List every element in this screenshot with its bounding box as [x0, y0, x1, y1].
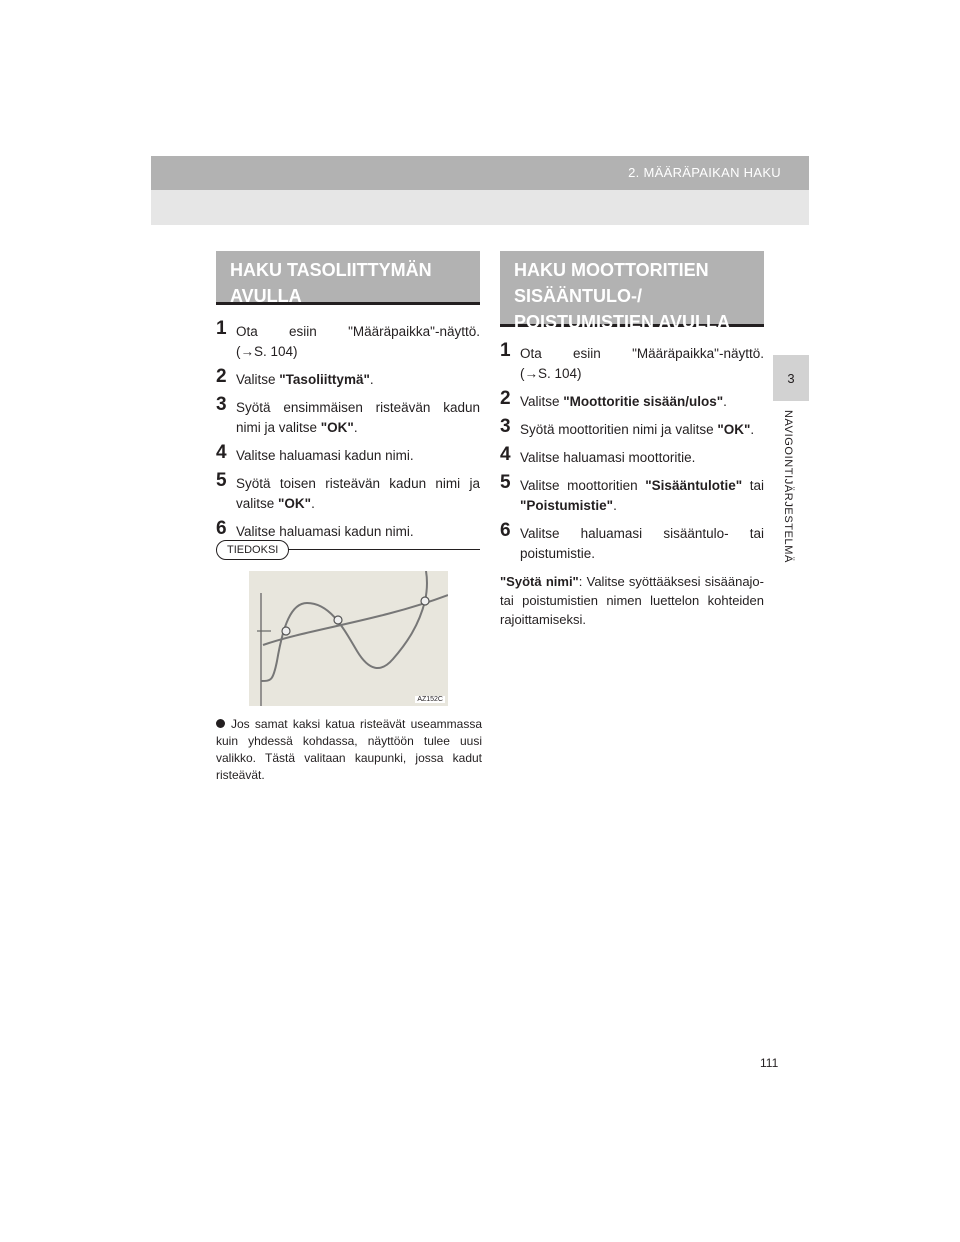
step-text: Ota esiin "Määräpaikka"-näyttö.	[236, 324, 480, 339]
step-item	[216, 470, 480, 514]
step-item	[500, 444, 764, 468]
header-band	[151, 156, 809, 190]
step-text: Valitse haluamasi moottoritie.	[520, 450, 696, 465]
step-number: 3	[500, 416, 511, 437]
section-heading-left-line1: HAKU TASOLIITTYMÄN	[230, 260, 432, 280]
step-text: Valitse moottoritien	[520, 478, 646, 493]
chapter-tab	[773, 355, 809, 401]
step-item	[500, 340, 764, 384]
menu-option: "Sisääntulotie"	[645, 478, 743, 493]
step-item	[500, 416, 764, 440]
note-label: TIEDOKSI	[216, 540, 289, 560]
page-number: 111	[760, 1056, 779, 1070]
step-number: 3	[216, 394, 227, 415]
step-text: Valitse	[236, 372, 280, 387]
step-text-end: .	[750, 422, 755, 437]
step-text: Syötä ensimmäisen risteävän kadun nimi ja valitse	[236, 400, 480, 435]
step-text: Valitse haluamasi kadun nimi.	[236, 524, 414, 539]
step-item	[216, 394, 480, 438]
step-number: 6	[216, 518, 227, 539]
step-number: 2	[216, 366, 227, 387]
chapter-tab-number: 3	[787, 370, 795, 386]
menu-option: "OK"	[320, 420, 354, 435]
chapter-title: 2. MÄÄRÄPAIKAN HAKU	[628, 165, 781, 180]
step-item	[500, 520, 764, 564]
header-sub-band	[151, 190, 809, 225]
note-bullet	[216, 716, 482, 784]
step-number: 4	[216, 442, 227, 463]
page-reference: (→S. 104)	[236, 344, 298, 359]
section-heading-right-line1: HAKU MOOTTORITIEN	[514, 260, 709, 280]
menu-option-2: "Poistumistie"	[520, 498, 614, 513]
section-heading-right-line2: SISÄÄNTULO-/	[514, 286, 642, 306]
section-heading-left-line2: AVULLA	[230, 286, 302, 306]
step-number: 5	[500, 472, 511, 493]
figure-code: AZ152C	[417, 696, 443, 703]
menu-option: "OK"	[278, 496, 312, 511]
step-text-end: .	[613, 498, 617, 513]
step-item	[500, 472, 764, 516]
step-text-end: .	[353, 420, 358, 435]
steps-left	[216, 318, 480, 550]
step-text: Valitse	[520, 394, 564, 409]
step-item	[216, 442, 480, 466]
step-text-end: .	[723, 394, 727, 409]
section-heading-left	[216, 251, 480, 305]
menu-option: "Syötä nimi"	[500, 574, 579, 589]
step-text: Ota esiin "Määräpaikka"-näyttö.	[520, 346, 764, 361]
curve-diagram	[249, 571, 448, 706]
step-number: 5	[216, 470, 227, 491]
intersection-illustration	[249, 571, 448, 706]
bullet-icon	[216, 719, 225, 728]
step-number: 4	[500, 444, 511, 465]
extra-info-text: : Valitse syöttääksesi sisäänajo- tai poistumistien nimen luettelon kohteiden rajoittamiseksi.	[500, 574, 764, 627]
menu-option: "OK"	[717, 422, 751, 437]
step-item	[216, 366, 480, 390]
step-text: Valitse haluamasi sisääntulo- tai poistumistie.	[520, 526, 764, 561]
step-text-end: .	[369, 372, 374, 387]
section-heading-right	[500, 251, 764, 332]
step-item	[216, 518, 480, 542]
step-text-end: .	[311, 496, 315, 511]
step-item	[216, 318, 480, 362]
menu-option: "Tasoliittymä"	[279, 372, 370, 387]
step-item	[500, 388, 764, 412]
steps-right	[500, 340, 764, 629]
step-text: Valitse haluamasi kadun nimi.	[236, 448, 414, 463]
note-text: Jos samat kaksi katua risteävät useammassa kuin yhdessä kohdassa, näyttöön tulee uusi valikko. Tästä valitaan kaupunki, jossa kadut risteävät.	[216, 717, 482, 782]
step-text: Syötä toisen risteävän kadun nimi ja valitse	[236, 476, 480, 511]
section-heading-right-line3: POISTUMISTIEN AVULLA	[514, 312, 730, 332]
menu-option: "Moottoritie sisään/ulos"	[563, 394, 724, 409]
step-number: 2	[500, 388, 511, 409]
step-text-mid: tai	[742, 478, 764, 493]
extra-info	[500, 572, 764, 629]
chapter-side-label: NAVIGOINTIJÄRJESTELMÄ	[782, 410, 794, 563]
step-number: 6	[500, 520, 511, 541]
step-number: 1	[216, 318, 227, 339]
step-text: Syötä moottoritien nimi ja valitse	[520, 422, 718, 437]
step-number: 1	[500, 340, 511, 361]
page-reference: (→S. 104)	[520, 366, 582, 381]
